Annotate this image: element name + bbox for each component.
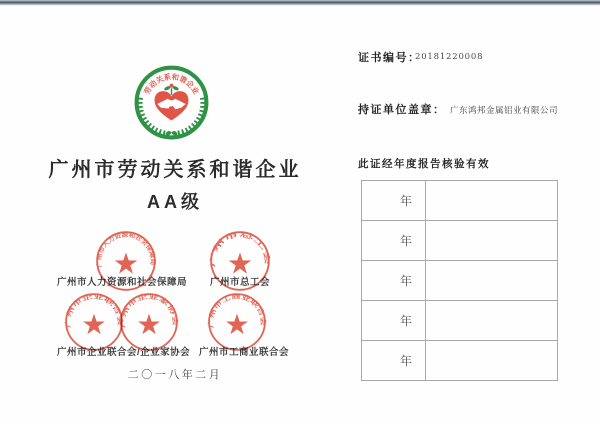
- verification-blank-cell: [426, 301, 557, 340]
- certificate-grade: AA级: [147, 192, 203, 212]
- year-cell: 年: [362, 181, 426, 220]
- certificate-number-value: 20181220008: [415, 52, 484, 62]
- stamp-label-hrss-bureau: 广州市人力资源和社会保障局: [57, 277, 188, 288]
- holder-company-name: 广东鸿邦金属铝业有限公司: [450, 105, 559, 115]
- holder-seal-label: 持证单位盖章：: [358, 104, 446, 116]
- table-row: [362, 261, 557, 301]
- red-seal-entrepreneurs-association: [119, 292, 179, 352]
- table-row: [362, 301, 557, 341]
- seal-text: 广州市人力资源和社会保障局: [96, 231, 156, 268]
- stamp-label-enterprise-confederation: 广州市企业联合会/企业家协会: [57, 347, 191, 358]
- year-cell: 年: [362, 261, 426, 300]
- seal-text: 广州市企业家协会: [119, 293, 178, 329]
- seal-text: 广州市企业联合会: [64, 293, 123, 329]
- seal-text: 广州市总工会: [209, 231, 270, 268]
- table-row: [362, 341, 557, 380]
- year-cell: 年: [362, 301, 426, 340]
- year-cell: 年: [362, 341, 426, 380]
- stamp-label-industry-commerce-federation: 广州市工商业联合会: [199, 347, 290, 358]
- star-icon: [83, 314, 105, 335]
- star-icon: [115, 252, 137, 273]
- year-cell: 年: [362, 221, 426, 260]
- harmony-enterprise-emblem-icon: [134, 65, 209, 140]
- certificate-right-page: [330, 6, 600, 424]
- red-seal-hrss-bureau: [95, 230, 157, 292]
- emblem-ring-text: 劳动关系和谐企业: [142, 72, 201, 96]
- table-row: [362, 181, 557, 221]
- verification-blank-cell: [426, 221, 557, 260]
- table-row: [362, 221, 557, 261]
- annual-verification-caption: 此证经年度报告核验有效: [358, 158, 490, 170]
- star-icon: [229, 252, 251, 273]
- annual-verification-table: [361, 180, 558, 381]
- certificate-title: 广州市劳动关系和谐企业: [48, 159, 302, 181]
- seal-text: 广州市工商业联合会: [207, 293, 267, 329]
- red-seal-trade-unions: [209, 230, 271, 292]
- red-seal-enterprise-federation: [64, 292, 124, 352]
- star-icon: [226, 314, 248, 335]
- verification-blank-cell: [426, 341, 557, 380]
- issue-date: 二〇一八年二月: [127, 369, 223, 381]
- verification-blank-cell: [426, 181, 557, 220]
- certificate-left-page: [0, 6, 330, 424]
- stamp-label-federation-trade-unions: 广州市总工会: [210, 277, 271, 288]
- star-icon: [138, 314, 160, 335]
- verification-blank-cell: [426, 261, 557, 300]
- certificate-number-label: 证书编号：: [358, 52, 421, 64]
- red-seal-industry-commerce: [207, 292, 267, 352]
